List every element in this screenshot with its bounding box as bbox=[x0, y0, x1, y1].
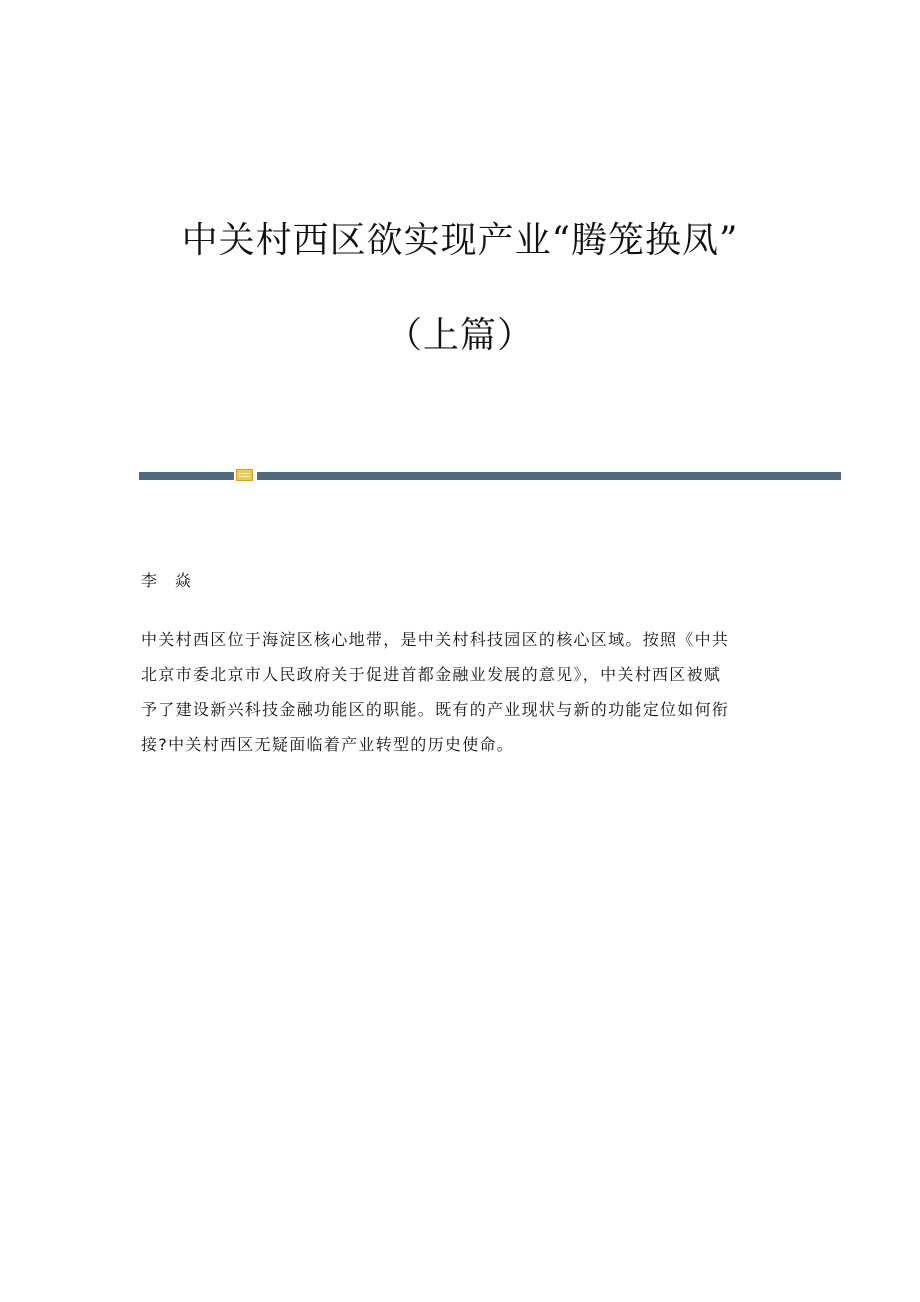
divider-bar-right bbox=[257, 472, 841, 480]
paragraph-line: 予了建设新兴科技金融功能区的职能。既有的产业现状与新的功能定位如何衔 bbox=[141, 700, 730, 719]
section-divider bbox=[139, 467, 841, 481]
paragraph-line: 中关村西区位于海淀区核心地带，是中关村科技园区的核心区域。按照《中共 bbox=[141, 630, 730, 649]
page-subtitle: （上篇） bbox=[385, 315, 534, 356]
page-title: 中关村西区欲实现产业“腾笼换凤” bbox=[181, 220, 739, 261]
article-paragraph bbox=[141, 622, 781, 762]
author-name: 李 焱 bbox=[141, 571, 193, 590]
divider-bar-left bbox=[139, 472, 234, 480]
paragraph-line: 接?中关村西区无疑面临着产业转型的历史使命。 bbox=[141, 735, 515, 754]
divider-ornament-icon bbox=[236, 469, 253, 481]
paragraph-line: 北京市委北京市人民政府关于促进首都金融业发展的意见》，中关村西区被赋 bbox=[141, 665, 722, 684]
